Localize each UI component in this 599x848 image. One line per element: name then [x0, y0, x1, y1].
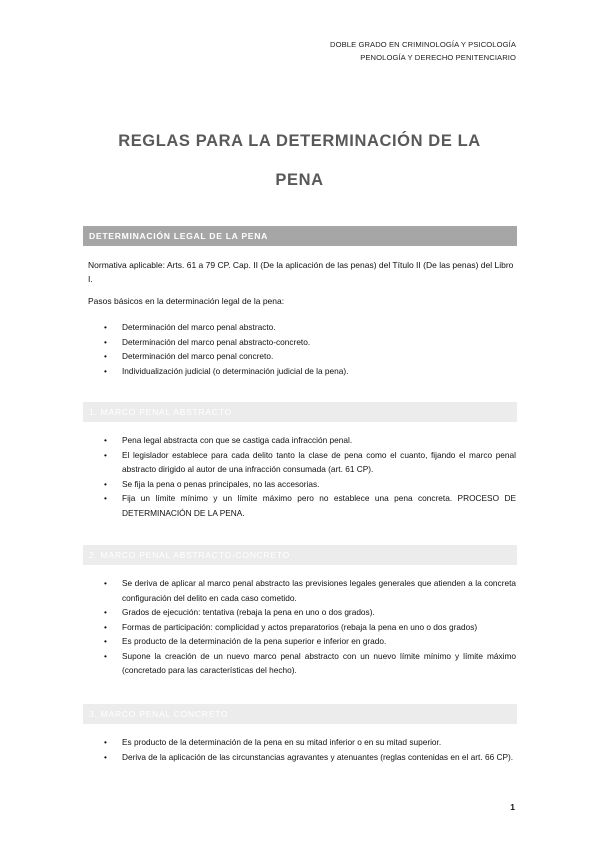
section-heading-abstracto: 1. MARCO PENAL ABSTRACTO [83, 402, 517, 422]
bullet-icon: • [104, 351, 107, 361]
section-heading-legal: DETERMINACIÓN LEGAL DE LA PENA [83, 226, 517, 246]
title-line-2: PENA [275, 171, 324, 189]
section-heading-concreto: 3. MARCO PENAL CONCRETO [83, 704, 517, 724]
bullet-icon: • [104, 493, 107, 503]
list-item: • Determinación del marco penal abstracto-concreto. [88, 335, 516, 350]
bullet-icon: • [104, 435, 107, 445]
page-title [0, 122, 599, 200]
abstracto-concreto-list [88, 576, 516, 678]
list-item: • Formas de participación: complicidad y actos preparatorios (rebaja la pena en uno o dos grados) [88, 620, 516, 635]
pasos-intro: Pasos básicos en la determinación legal de la pena: [88, 296, 285, 306]
concreto-list [88, 735, 516, 764]
list-item: • Pena legal abstracta con que se castiga cada infracción penal. [88, 433, 516, 448]
bullet-icon: • [104, 322, 107, 332]
header-subject: PENOLOGÍA Y DERECHO PENITENCIARIO [360, 53, 516, 62]
bullet-icon: • [104, 449, 107, 460]
list-item: • Determinación del marco penal abstracto. [88, 320, 516, 335]
list-item: • Deriva de la aplicación de las circunstancias agravantes y atenuantes (reglas contenidas en el art. 66 CP). [88, 750, 516, 765]
pasos-list [88, 320, 516, 378]
bullet-icon: • [104, 336, 107, 347]
bullet-icon: • [104, 621, 107, 632]
title-line-1: REGLAS PARA LA DETERMINACIÓN DE LA [118, 132, 481, 150]
list-item: • Fija un límite mínimo y un límite máximo pero no establece una pena concreta. PROCESO DE DETERMINACIÓN DE LA PENA. [104, 493, 516, 518]
list-item: • Es producto de la determinación de la pena en su mitad inferior o en su mitad superior. [88, 735, 516, 750]
list-item: • Se fija la pena o penas principales, no las accesorias. [88, 477, 516, 492]
list-item: • Se deriva de aplicar al marco penal abstracto las previsiones legales generales que atienden a la concreta configuración del delito en cada caso cometido. [104, 578, 516, 603]
header-degree: DOBLE GRADO EN CRIMINOLOGÍA Y PSICOLOGÍA [329, 40, 516, 49]
list-item: • Supone la creación de un nuevo marco penal abstracto con un nuevo límite mínimo y límite máximo (concretado para las características del hecho). [104, 650, 516, 675]
list-item: • Individualización judicial (o determinación judicial de la pena). [88, 364, 516, 379]
bullet-icon: • [104, 751, 107, 762]
bullet-icon: • [104, 365, 107, 376]
abstracto-list [88, 433, 516, 520]
list-item: • Grados de ejecución: tentativa (rebaja la pena en uno o dos grados). [88, 605, 516, 620]
list-item: • Determinación del marco penal concreto. [88, 349, 516, 364]
bullet-icon: • [104, 607, 107, 617]
bullet-icon: • [104, 737, 107, 747]
normativa-paragraph: Normativa aplicable: Arts. 61 a 79 CP. Cap. II (De la aplicación de las penas) del Título II (De las penas) del Libro I. [88, 260, 514, 284]
page-number: 1 [510, 802, 515, 812]
bullet-icon: • [104, 650, 107, 661]
bullet-icon: • [104, 478, 107, 489]
bullet-icon: • [104, 578, 107, 588]
section-heading-abstracto-concreto: 2. MARCO PENAL ABSTRACTO-CONCRETO [83, 545, 517, 565]
document-header [330, 38, 516, 64]
list-item: • Es producto de la determinación de la pena superior e inferior en grado. [88, 634, 516, 649]
bullet-icon: • [104, 636, 107, 646]
list-item: • El legislador establece para cada delito tanto la clase de pena como el cuanto, fijando el marco penal abstracto dirigido al autor de una infracción consumada (art. 61 CP). [104, 449, 516, 474]
